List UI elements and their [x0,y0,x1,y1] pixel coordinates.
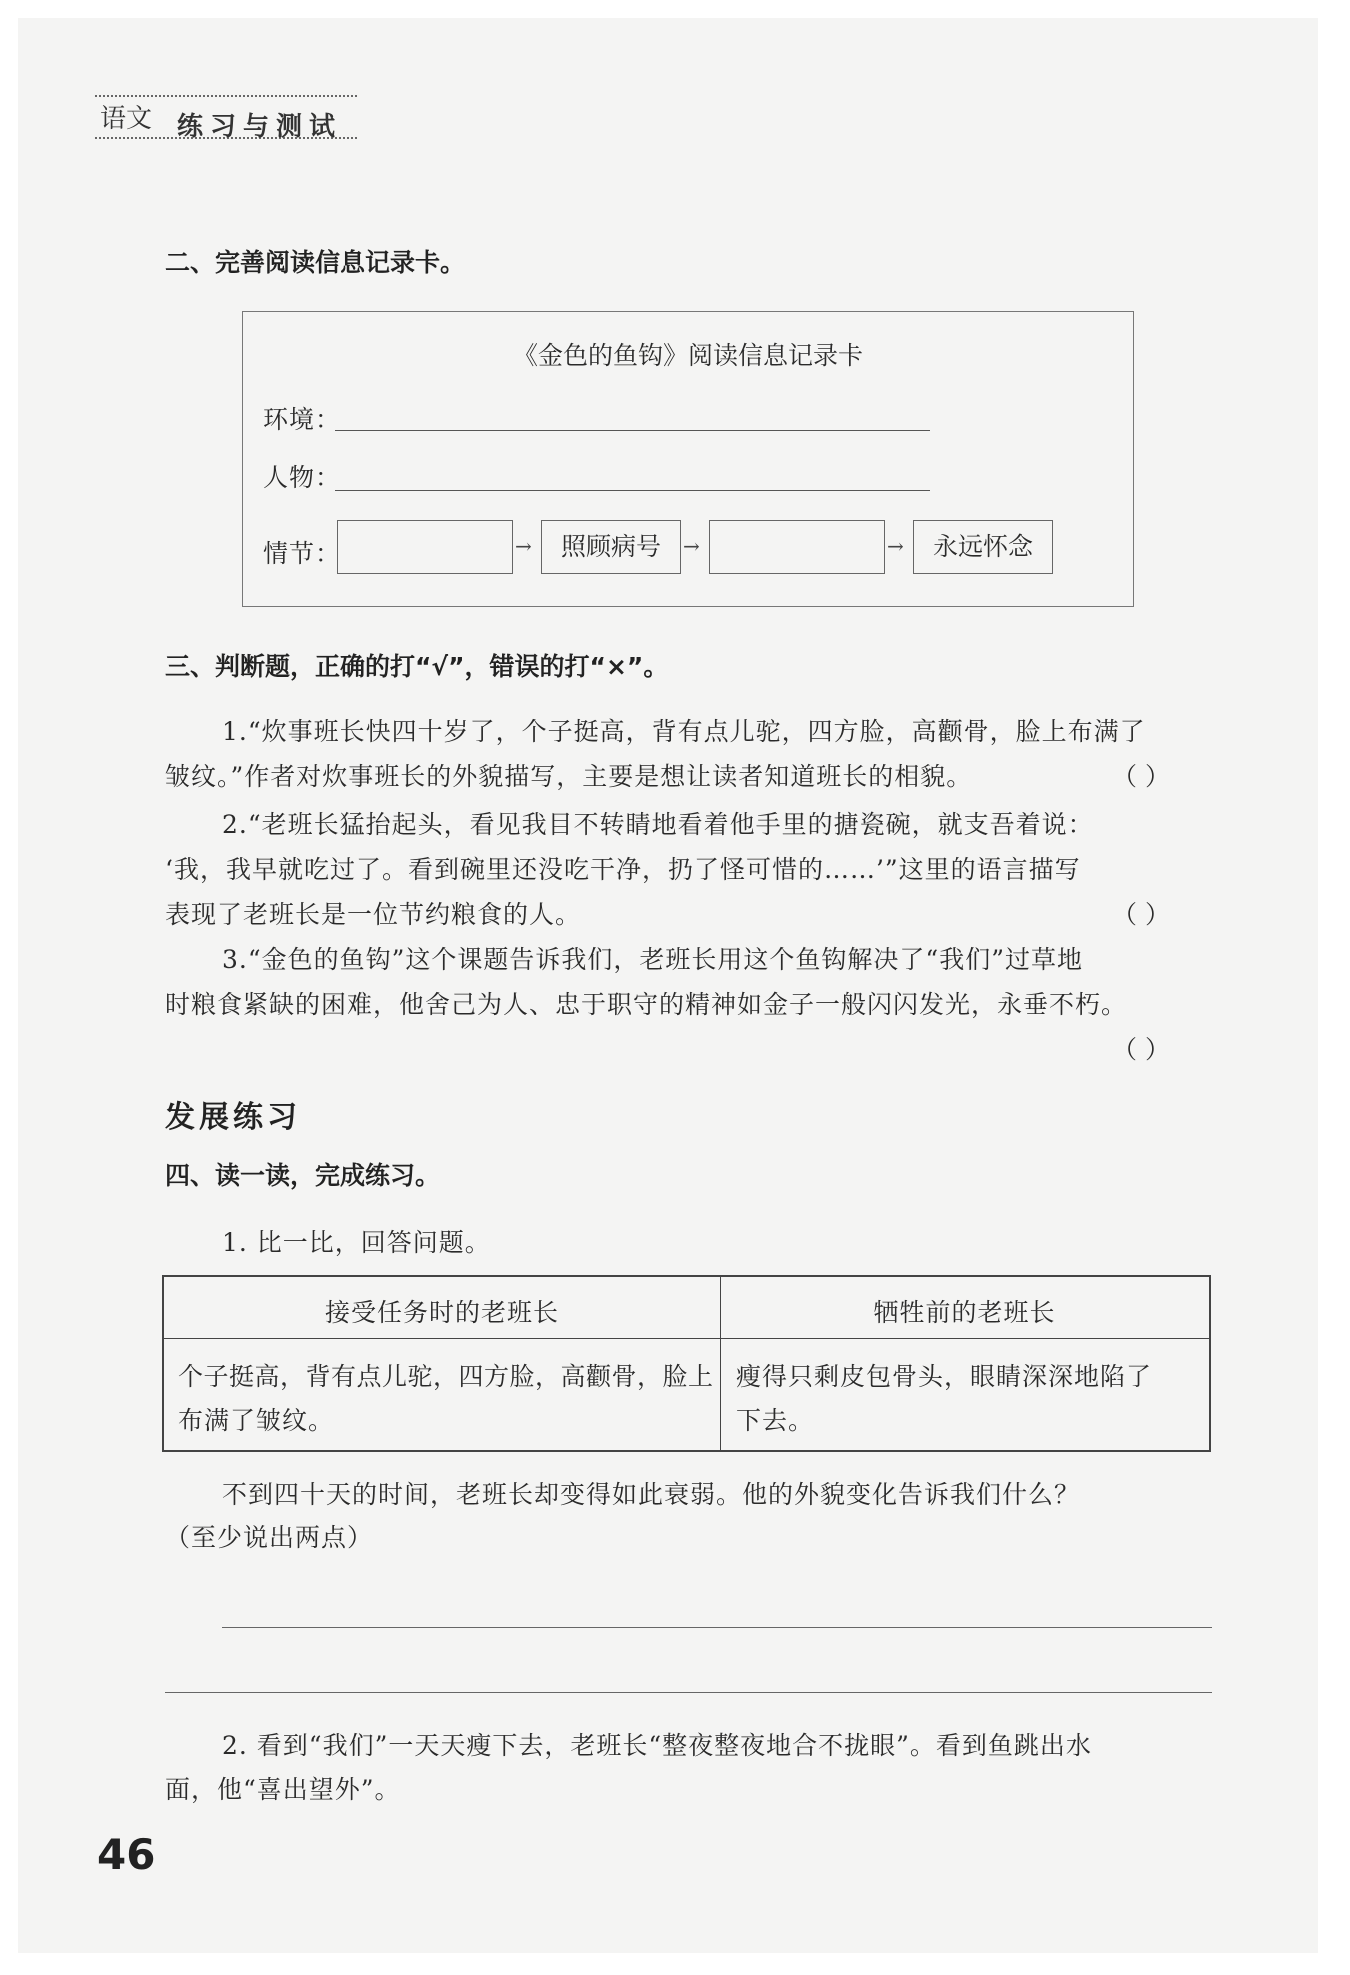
table-header: 牺牲前的老班长 [873,1298,1056,1327]
q3-3-line2: 时粮食紧缺的困难，他舍己为人、忠于职守的精神如金子一般闪闪发光，永垂不朽。 [165,990,1128,1019]
answer-paren[interactable]: （ ） [1112,1035,1170,1064]
q4-2-line2: 面，他“喜出望外”。 [165,1775,401,1804]
reading-record-card [242,311,1134,607]
card-title: 《金色的鱼钩》阅读信息记录卡 [512,341,863,370]
q3-1-line2: 皱纹。”作者对炊事班长的外貌描写，主要是想让读者知道班长的相貌。 [165,762,973,791]
answer-line[interactable] [165,1692,1212,1693]
section3-title: 三、判断题，正确的打“√”，错误的打“×”。 [165,652,669,681]
development-title: 发展练习 [165,1100,301,1135]
plot-label: 情节： [263,539,342,568]
plot-box-4-text: 永远怀念 [932,532,1033,561]
q3-2-line1: 2.“老班长猛抬起头，看见我目不转睛地看着他手里的搪瓷碗，就支吾着说： [222,810,1094,839]
page-number: 46 [97,1830,156,1879]
arrow-icon: → [887,534,904,558]
q4-2-line1: 2. 看到“我们”一天天瘦下去，老班长“整夜整夜地合不拢眼”。看到鱼跳出水 [222,1731,1092,1760]
q3-2-line2: ‘我，我早就吃过了。看到碗里还没吃干净，扔了怪可惜的……’”这里的语言描写 [165,855,1081,884]
env-label: 环境： [263,405,342,434]
table-cell: 瘦得只剩皮包骨头，眼睛深深地陷了 [736,1362,1153,1391]
table-cell: 个子挺高，背有点儿驼，四方脸，高颧骨，脸上 [178,1362,714,1391]
q4-1-prompt-line1: 不到四十天的时间，老班长却变得如此衰弱。他的外貌变化告诉我们什么？ [222,1480,1081,1509]
q3-1-line1: 1.“炊事班长快四十岁了，个子挺高，背有点儿驼，四方脸，高颧骨，脸上布满了 [222,717,1146,746]
people-answer-line[interactable] [335,490,930,491]
plot-box-3[interactable] [709,520,885,574]
plot-box-1[interactable] [337,520,513,574]
answer-paren[interactable]: （ ） [1112,900,1170,929]
section4-title: 四、读一读，完成练习。 [165,1161,441,1190]
comparison-table [162,1275,1211,1452]
plot-box-4 [913,520,1053,574]
section2-title: 二、完善阅读信息记录卡。 [165,248,466,277]
arrow-icon: → [683,534,700,558]
table-header: 接受任务时的老班长 [324,1298,559,1327]
answer-paren[interactable]: （ ） [1112,762,1170,791]
q3-2-line3: 表现了老班长是一位节约粮食的人。 [165,900,582,929]
q4-1-prompt-line2: （至少说出两点） [165,1523,374,1552]
table-divider [164,1338,1209,1339]
subject-label: 语文 [100,104,153,134]
q3-3-line1: 3.“金色的鱼钩”这个课题告诉我们，老班长用这个鱼钩解决了“我们”过草地 [222,945,1083,974]
people-label: 人物： [263,463,342,492]
plot-box-2 [541,520,681,574]
q4-1-title: 1. 比一比，回答问题。 [222,1228,491,1257]
answer-line[interactable] [222,1627,1212,1628]
plot-box-2-text: 照顾病号 [560,532,661,561]
env-answer-line[interactable] [335,430,930,431]
table-cell: 布满了皱纹。 [178,1406,335,1435]
table-cell: 下去。 [736,1406,815,1435]
book-title: 练习与测试 [177,112,343,142]
arrow-icon: → [515,534,532,558]
